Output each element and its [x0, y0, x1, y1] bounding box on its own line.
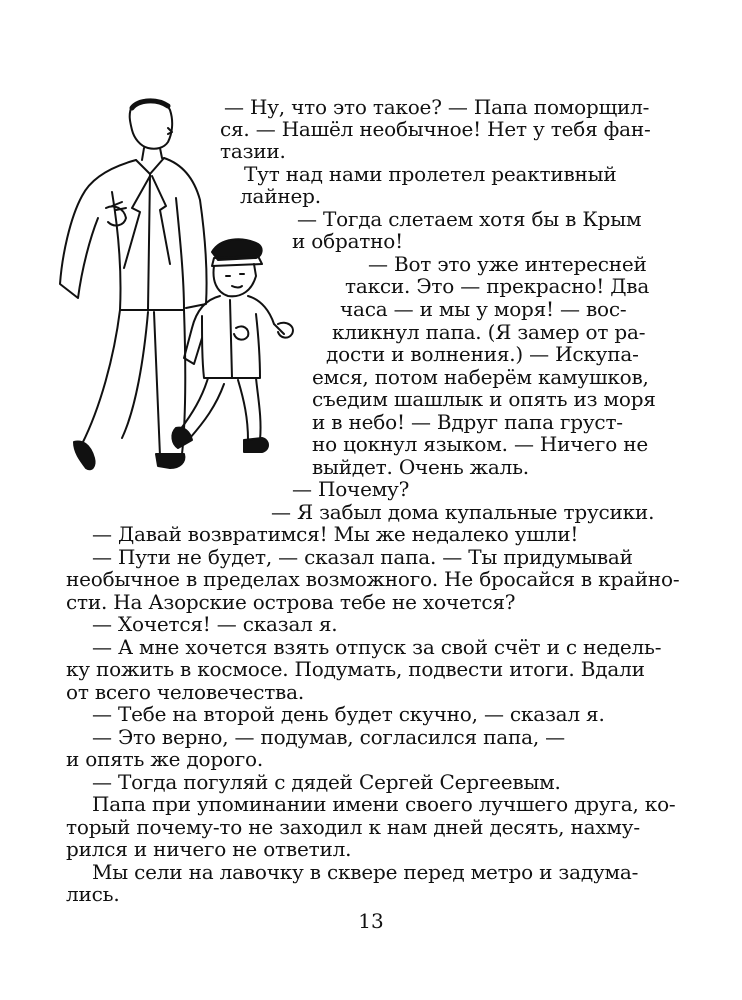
text-line: Тут над нами пролетел реактивный: [244, 162, 617, 186]
text-line: — Пути не будет, — сказал папа. — Ты придумывай: [92, 545, 633, 569]
text-line: — Вот это уже интересней: [368, 252, 647, 276]
text-line: — Ну, что это такое? — Папа поморщил-: [224, 95, 650, 119]
text-line: — Почему?: [292, 477, 410, 501]
text-line: ку пожить в космосе. Подумать, подвести итоги. Вдали: [66, 657, 645, 681]
text-line: съедим шашлык и опять из моря: [312, 387, 656, 411]
text-line: сти. На Азорские острова тебе не хочется?: [66, 590, 516, 614]
text-line: и обратно!: [292, 229, 403, 253]
text-line: — Давай возвратимся! Мы же недалеко ушли!: [92, 522, 579, 546]
text-line: кликнул папа. (Я замер от ра-: [332, 320, 646, 344]
text-line: необычное в пределах возможного. Не бросайся в крайно-: [66, 567, 680, 591]
text-line: лайнер.: [240, 184, 321, 208]
text-line: и в небо! — Вдруг папа груст-: [312, 410, 623, 434]
page-number: 13: [358, 909, 384, 933]
text-line: от всего человечества.: [66, 680, 305, 704]
text-line: Папа при упоминании имени своего лучшего друга, ко-: [92, 792, 676, 816]
text-line: — Тогда слетаем хотя бы в Крым: [297, 207, 642, 231]
text-line: и опять же дорого.: [66, 747, 264, 771]
text-line: часа — и мы у моря! — вос-: [340, 297, 627, 321]
text-line: — Тебе на второй день будет скучно, — сказал я.: [92, 702, 605, 726]
text-line: ся. — Нашёл необычное! Нет у тебя фан-: [220, 117, 651, 141]
text-line: лись.: [66, 882, 120, 906]
text-line: — Тогда погуляй с дядей Сергей Сергеевым.: [92, 770, 561, 794]
boy-figure: [172, 239, 293, 452]
text-line: выйдет. Очень жаль.: [312, 455, 529, 479]
text-line: — Это верно, — подумав, согласился папа, —: [92, 725, 565, 749]
text-line: рился и ничего не ответил.: [66, 837, 352, 861]
text-line: торый почему-то не заходил к нам дней десять, нахму-: [66, 815, 640, 839]
text-line: дости и волнения.) — Искупа-: [326, 342, 639, 366]
text-line: Мы сели на лавочку в сквере перед метро и задума-: [92, 860, 639, 884]
text-line: — Я забыл дома купальные трусики.: [271, 500, 655, 524]
father-figure: [60, 100, 207, 470]
text-line: тазии.: [220, 139, 286, 163]
text-line: — Хочется! — сказал я.: [92, 612, 338, 636]
text-line: — А мне хочется взять отпуск за свой счёт и с недель-: [92, 635, 662, 659]
text-line: такси. Это — прекрасно! Два: [345, 274, 650, 298]
text-line: но цокнул языком. — Ничего не: [312, 432, 648, 456]
text-line: емся, потом наберём камушков,: [312, 365, 649, 389]
